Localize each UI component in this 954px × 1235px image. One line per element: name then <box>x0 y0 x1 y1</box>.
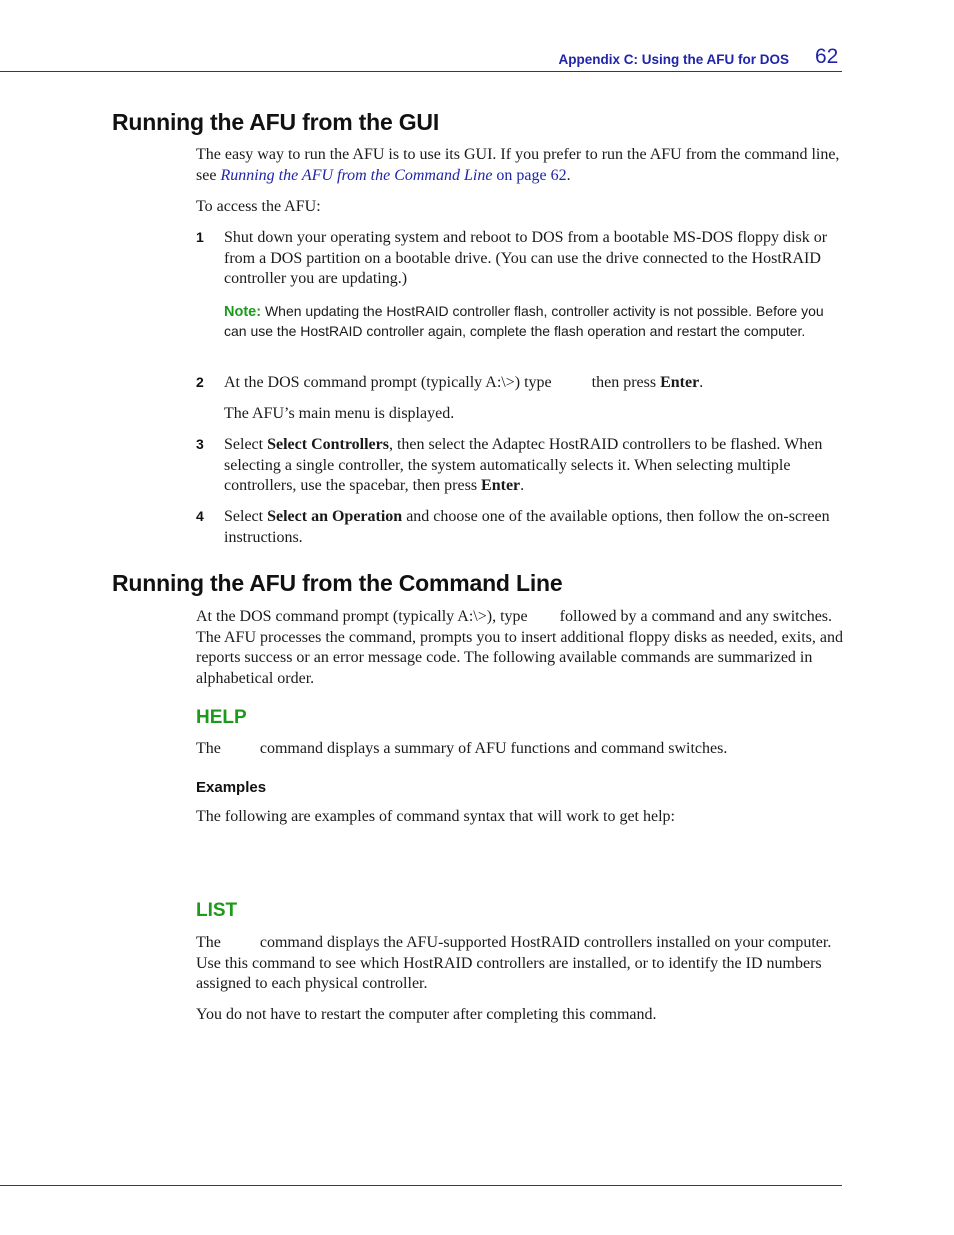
step-text-3: Select Select Controllers, then select the Adaptec HostRAID controllers to be flashed. When selecting a single controller, the system automatically selects it. When selecting multiple controllers, use the spacebar, then press Enter. <box>224 436 823 494</box>
page-number: 62 <box>815 45 839 68</box>
gui-intro-paragraph: The easy way to run the AFU is to use its GUI. If you prefer to run the AFU from the command line, see Running the AFU from the Command Line on page 62. <box>196 146 840 184</box>
list-description: The command displays the AFU-supported HostRAID controllers installed on your computer. Use this command to see which HostRAID controllers are installed, or to identify the ID numbers assigned to each physical controller. <box>196 934 832 992</box>
step-text-1: Shut down your operating system and reboot to DOS from a bootable MS-DOS floppy disk or from a DOS partition on a bootable drive. (You can use the drive connected to the HostRAID controller you are updating.) <box>224 229 828 287</box>
help-heading: HELP <box>196 707 247 728</box>
command-line-section-link[interactable]: Running the AFU from the Command Line on page 62 <box>220 166 567 184</box>
running-head: Appendix C: Using the AFU for DOS <box>558 52 789 67</box>
list-restart-text: You do not have to restart the computer after completing this command. <box>196 1006 657 1023</box>
access-text: To access the AFU: <box>196 198 321 215</box>
examples-text: The following are examples of command syntax that will work to get help: <box>196 808 675 825</box>
examples-heading: Examples <box>196 779 267 796</box>
step-text-4: Select Select an Operation and choose one of the available options, then follow the on-screen instructions. <box>224 508 830 546</box>
step-number-3: 3 <box>196 436 204 452</box>
step-number-2: 2 <box>196 374 204 390</box>
note-label: Note: <box>224 304 262 320</box>
list-heading: LIST <box>196 900 238 921</box>
command-line-intro-paragraph: At the DOS command prompt (typically A:\>), type followed by a command and any switches. The AFU processes the command, prompts you to insert additional floppy disks as needed, exits, and reports success or an error message code. The following available commands are summarized in alphabetical order. <box>196 608 843 687</box>
header-rule <box>0 71 842 72</box>
step-number-4: 4 <box>196 508 204 524</box>
section-title-gui: Running the AFU from the GUI <box>112 109 440 135</box>
note-text: When updating the HostRAID controller flash, controller activity is not possible. Before you can use the HostRAID controller again, complete the flash operation and restart the computer. <box>224 303 824 339</box>
step-text-2: At the DOS command prompt (typically A:\>) type then press Enter. <box>224 374 704 391</box>
section-title-command-line: Running the AFU from the Command Line <box>112 570 563 596</box>
step-2-result-text: The AFU’s main menu is displayed. <box>224 405 455 422</box>
note-box <box>224 302 844 340</box>
step-number-1: 1 <box>196 229 204 245</box>
footer-rule <box>0 1185 842 1186</box>
help-description: The command displays a summary of AFU functions and command switches. <box>196 740 728 757</box>
